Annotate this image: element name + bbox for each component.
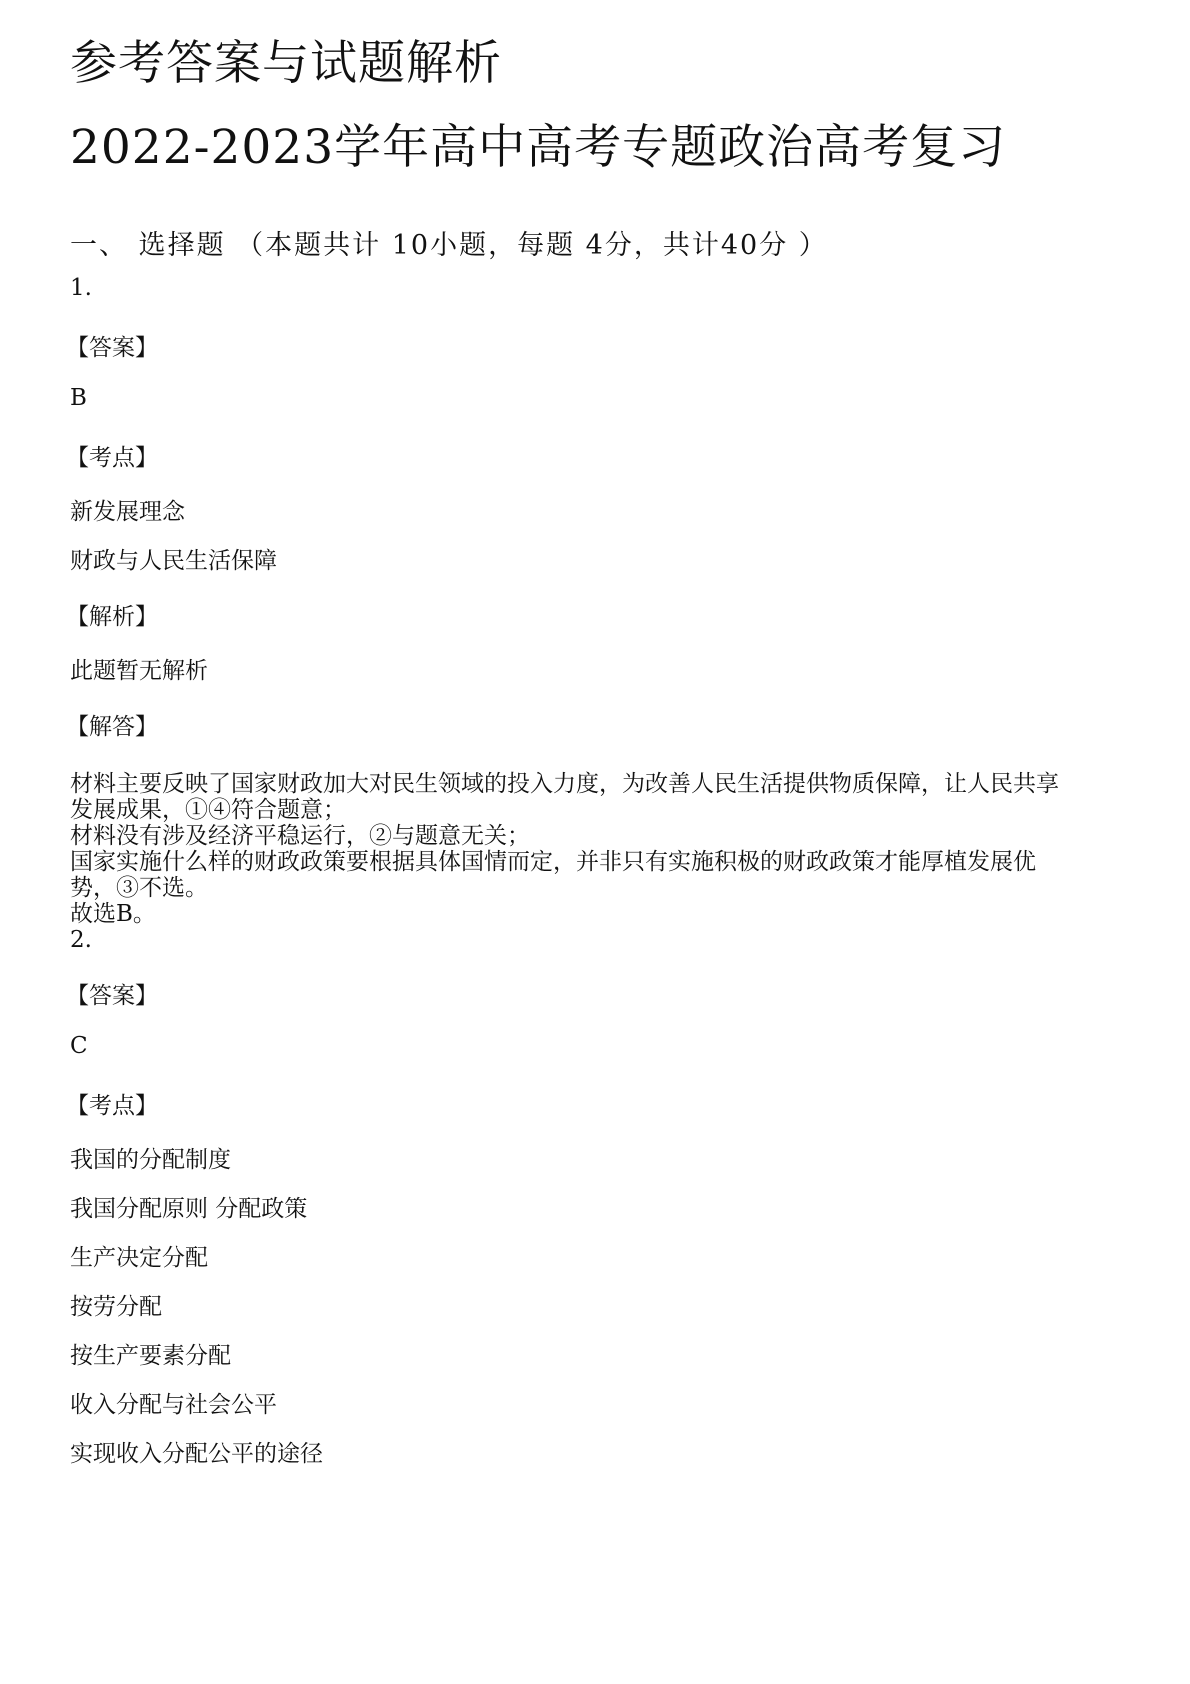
point-item: 按生产要素分配 xyxy=(70,1343,231,1369)
solution-line: 材料没有涉及经济平稳运行，②与题意无关； xyxy=(70,823,530,849)
question-number: 1. xyxy=(70,275,92,301)
point-item: 财政与人民生活保障 xyxy=(70,548,277,574)
section-heading: 一、 选择题 （本题共计 10小题，每题 4分，共计40分 ） xyxy=(70,230,828,261)
analysis-text: 此题暂无解析 xyxy=(70,658,208,684)
solution-label: 【解答】 xyxy=(66,714,158,740)
solution-line: 势，③不选。 xyxy=(70,875,208,901)
answer-label: 【答案】 xyxy=(66,335,158,361)
solution-line: 国家实施什么样的财政政策要根据具体国情而定，并非只有实施积极的财政政策才能厚植发展优 xyxy=(70,849,1036,875)
point-item: 我国的分配制度 xyxy=(70,1147,231,1173)
document-title: 参考答案与试题解析 xyxy=(70,36,502,91)
answer-value: C xyxy=(70,1033,88,1059)
document-subtitle: 2022-2023学年高中高考专题政治高考复习 xyxy=(70,120,1007,175)
point-item: 新发展理念 xyxy=(70,499,185,525)
point-item: 按劳分配 xyxy=(70,1294,162,1320)
points-label: 【考点】 xyxy=(66,1093,158,1119)
points-label: 【考点】 xyxy=(66,445,158,471)
analysis-label: 【解析】 xyxy=(66,604,158,630)
solution-line: 发展成果，①④符合题意； xyxy=(70,797,346,823)
question-number: 2. xyxy=(70,927,92,953)
answer-value: B xyxy=(70,385,87,411)
point-item: 实现收入分配公平的途径 xyxy=(70,1441,323,1467)
solution-paragraph xyxy=(70,771,1130,927)
point-item: 我国分配原则 分配政策 xyxy=(70,1196,308,1222)
point-item: 收入分配与社会公平 xyxy=(70,1392,277,1418)
answer-label: 【答案】 xyxy=(66,983,158,1009)
solution-line: 材料主要反映了国家财政加大对民生领域的投入力度，为改善人民生活提供物质保障，让人民共享 xyxy=(70,771,1059,797)
point-item: 生产决定分配 xyxy=(70,1245,208,1271)
solution-line: 故选B。 xyxy=(70,901,156,927)
